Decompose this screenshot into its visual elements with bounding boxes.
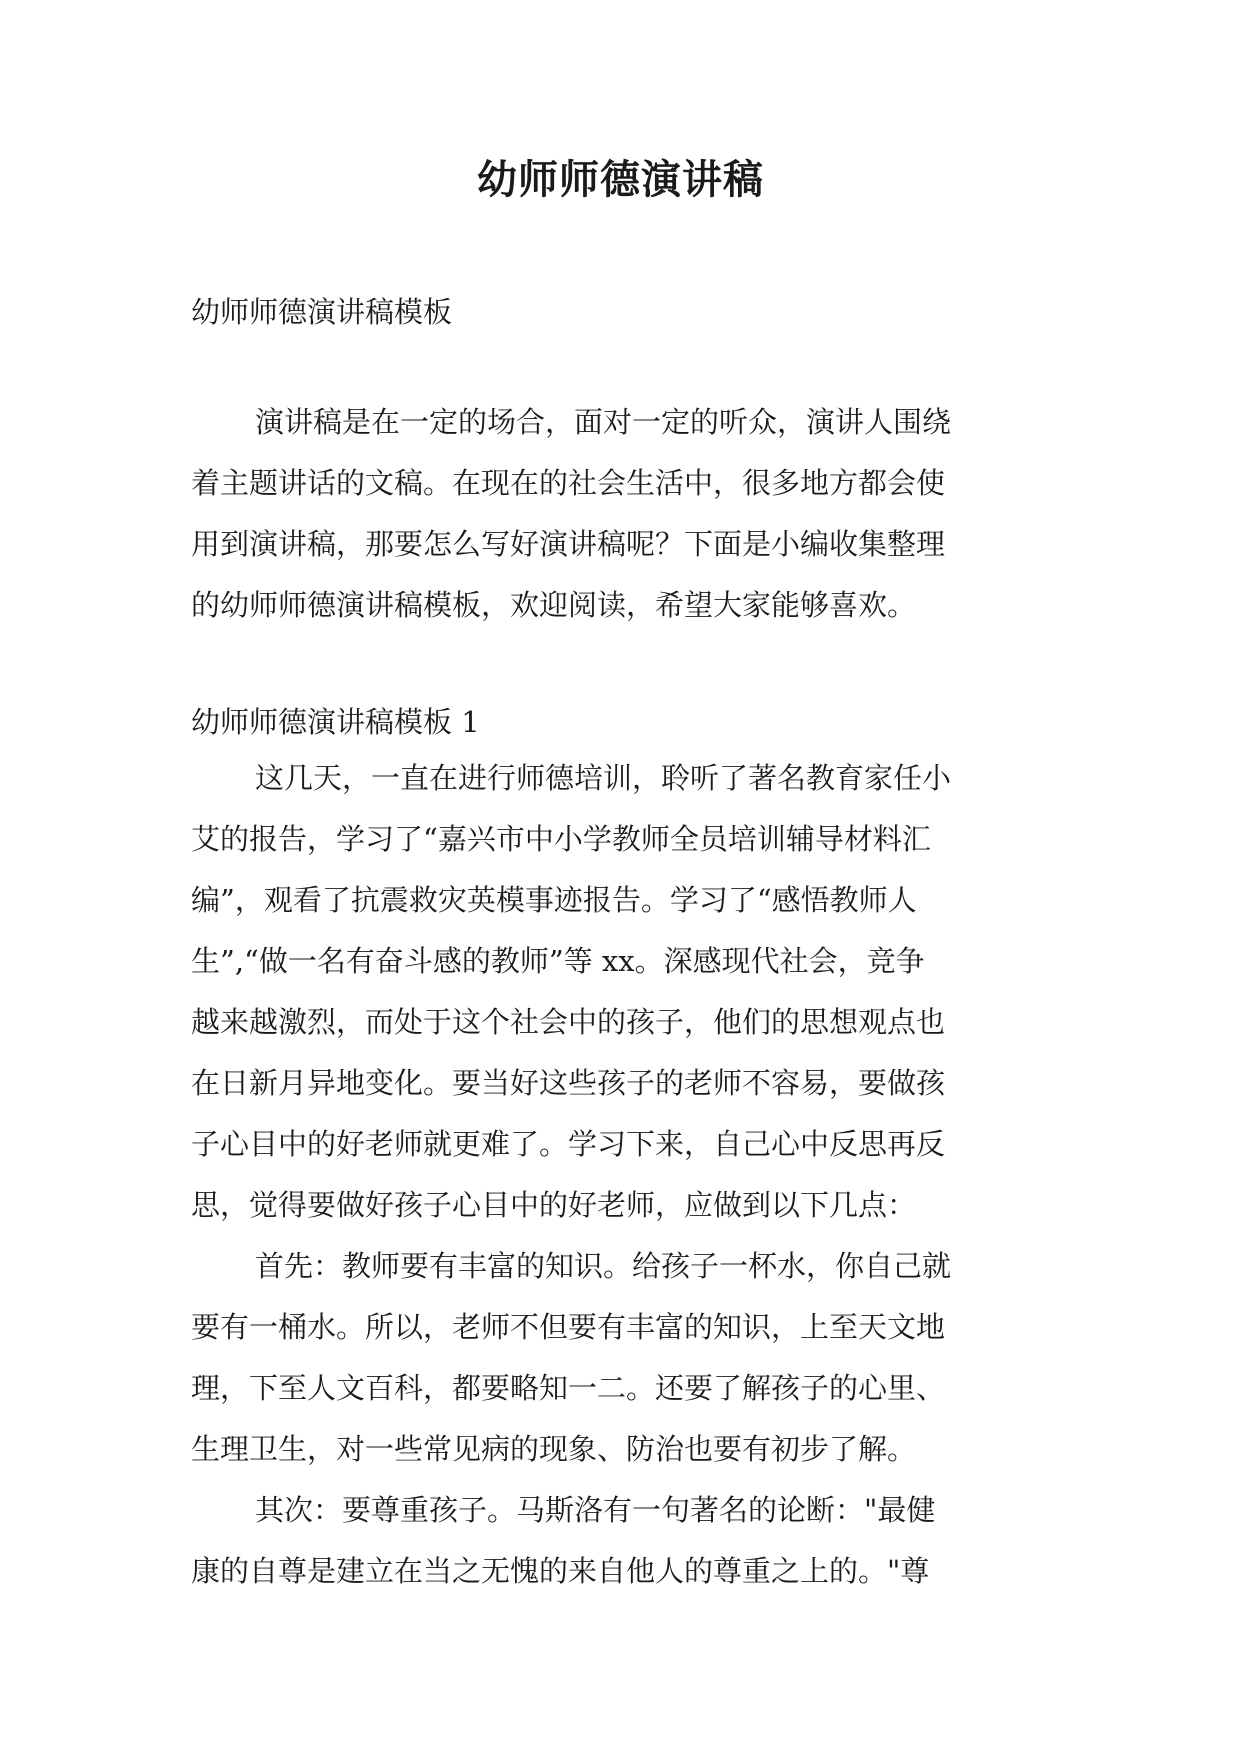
paragraph-line: 理，下至人文百科，都要略知一二。还要了解孩子的心里、 (191, 1371, 946, 1405)
section-heading: 幼师师德演讲稿模板 1 (191, 705, 480, 739)
intro-line: 着主题讲话的文稿。在现在的社会生活中，很多地方都会使 (191, 466, 946, 500)
paragraph-line: 这几天，一直在进行师德培训，聆听了著名教育家任小 (255, 761, 952, 795)
paragraph-line: 编”，观看了抗震救灾英模事迹报告。学习了“感悟教师人 (191, 883, 917, 917)
paragraph-line: 要有一桶水。所以，老师不但要有丰富的知识，上至天文地 (191, 1310, 946, 1344)
paragraph-2 (191, 1236, 1051, 1480)
paragraph-line: 越来越激烈，而处于这个社会中的孩子，他们的思想观点也 (191, 1005, 946, 1039)
paragraph-line: 艾的报告，学习了“嘉兴市中小学教师全员培训辅导材料汇 (191, 822, 931, 856)
paragraph-line: 其次：要尊重孩子。马斯洛有一句著名的论断："最健 (255, 1493, 936, 1527)
paragraph-line: 康的自尊是建立在当之无愧的来自他人的尊重之上的。"尊 (191, 1554, 930, 1588)
paragraph-3 (191, 1480, 1051, 1602)
intro-line: 演讲稿是在一定的场合，面对一定的听众，演讲人围绕 (255, 405, 952, 439)
paragraph-line: 生理卫生，对一些常见病的现象、防治也要有初步了解。 (191, 1432, 917, 1466)
paragraph-line: 在日新月异地变化。要当好这些孩子的老师不容易，要做孩 (191, 1066, 946, 1100)
intro-line: 用到演讲稿，那要怎么写好演讲稿呢？下面是小编收集整理 (191, 527, 946, 561)
document-title: 幼师师德演讲稿 (477, 156, 764, 203)
intro-line: 的幼师师德演讲稿模板，欢迎阅读，希望大家能够喜欢。 (191, 588, 917, 622)
paragraph-line: 子心目中的好老师就更难了。学习下来，自己心中反思再反 (191, 1127, 946, 1161)
paragraph-line: 思，觉得要做好孩子心目中的好老师，应做到以下几点： (191, 1188, 917, 1222)
paragraph-line: 生”,“做一名有奋斗感的教师”等 xx。深感现代社会，竞争 (191, 944, 925, 978)
paragraph-1 (191, 748, 1051, 1236)
intro-paragraph (191, 392, 1051, 636)
document-subtitle: 幼师师德演讲稿模板 (191, 295, 453, 329)
paragraph-line: 首先：教师要有丰富的知识。给孩子一杯水，你自己就 (255, 1249, 952, 1283)
